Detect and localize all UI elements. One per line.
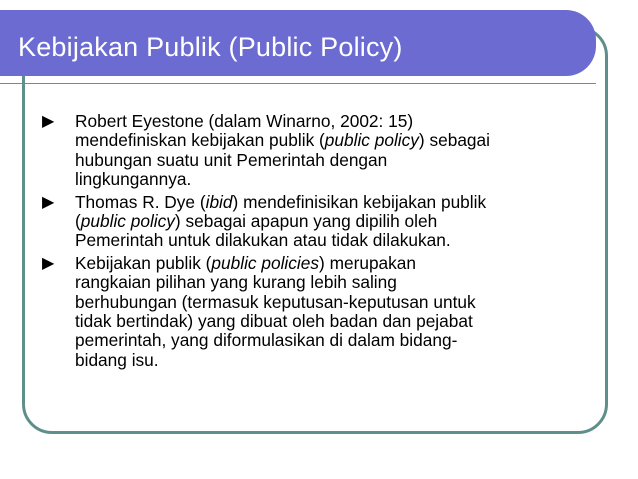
text-line: Robert Eyestone (dalam Winarno, 2002: 15) [75, 111, 414, 131]
bullet-item-public-policies [42, 254, 598, 370]
text-line: rangkaian pilihan yang kurang lebih saling [75, 272, 397, 293]
title-bar [0, 10, 596, 76]
text-line: Pemerintah untuk dilakukan atau tidak dilakukan. [75, 230, 451, 251]
slide-title: Kebijakan Publik (Public Policy) [18, 32, 403, 62]
text-line: tidak bertindak) yang dibuat oleh badan dan pejabat [75, 311, 473, 332]
text-line: lingkungannya. [75, 169, 192, 190]
title-divider [0, 83, 596, 84]
bullet-item-dye [42, 193, 598, 251]
bullet-arrow-icon: ▶ [42, 254, 55, 272]
text-line: mendefiniskan kebijakan publik (public policy) sebagai [75, 130, 490, 151]
bullet-list [42, 112, 598, 373]
text-line: hubungan suatu unit Pemerintah dengan [75, 149, 388, 170]
text-line: (public policy) sebagai apapun yang dipilih oleh [75, 211, 438, 232]
text-line: pemerintah, yang diformulasikan di dalam bidang- [75, 330, 458, 351]
text-line: Thomas R. Dye (ibid) mendefinisikan kebijakan publik [75, 191, 487, 212]
bullet-arrow-icon: ▶ [42, 113, 55, 130]
text-line: berhubungan (termasuk keputusan-keputusan untuk [75, 291, 476, 312]
text-line: Kebijakan publik (public policies) merupakan [75, 252, 417, 273]
text-line: bidang isu. [75, 349, 159, 370]
bullet-arrow-icon: ▶ [42, 193, 55, 211]
bullet-item-eyestone [42, 112, 598, 190]
